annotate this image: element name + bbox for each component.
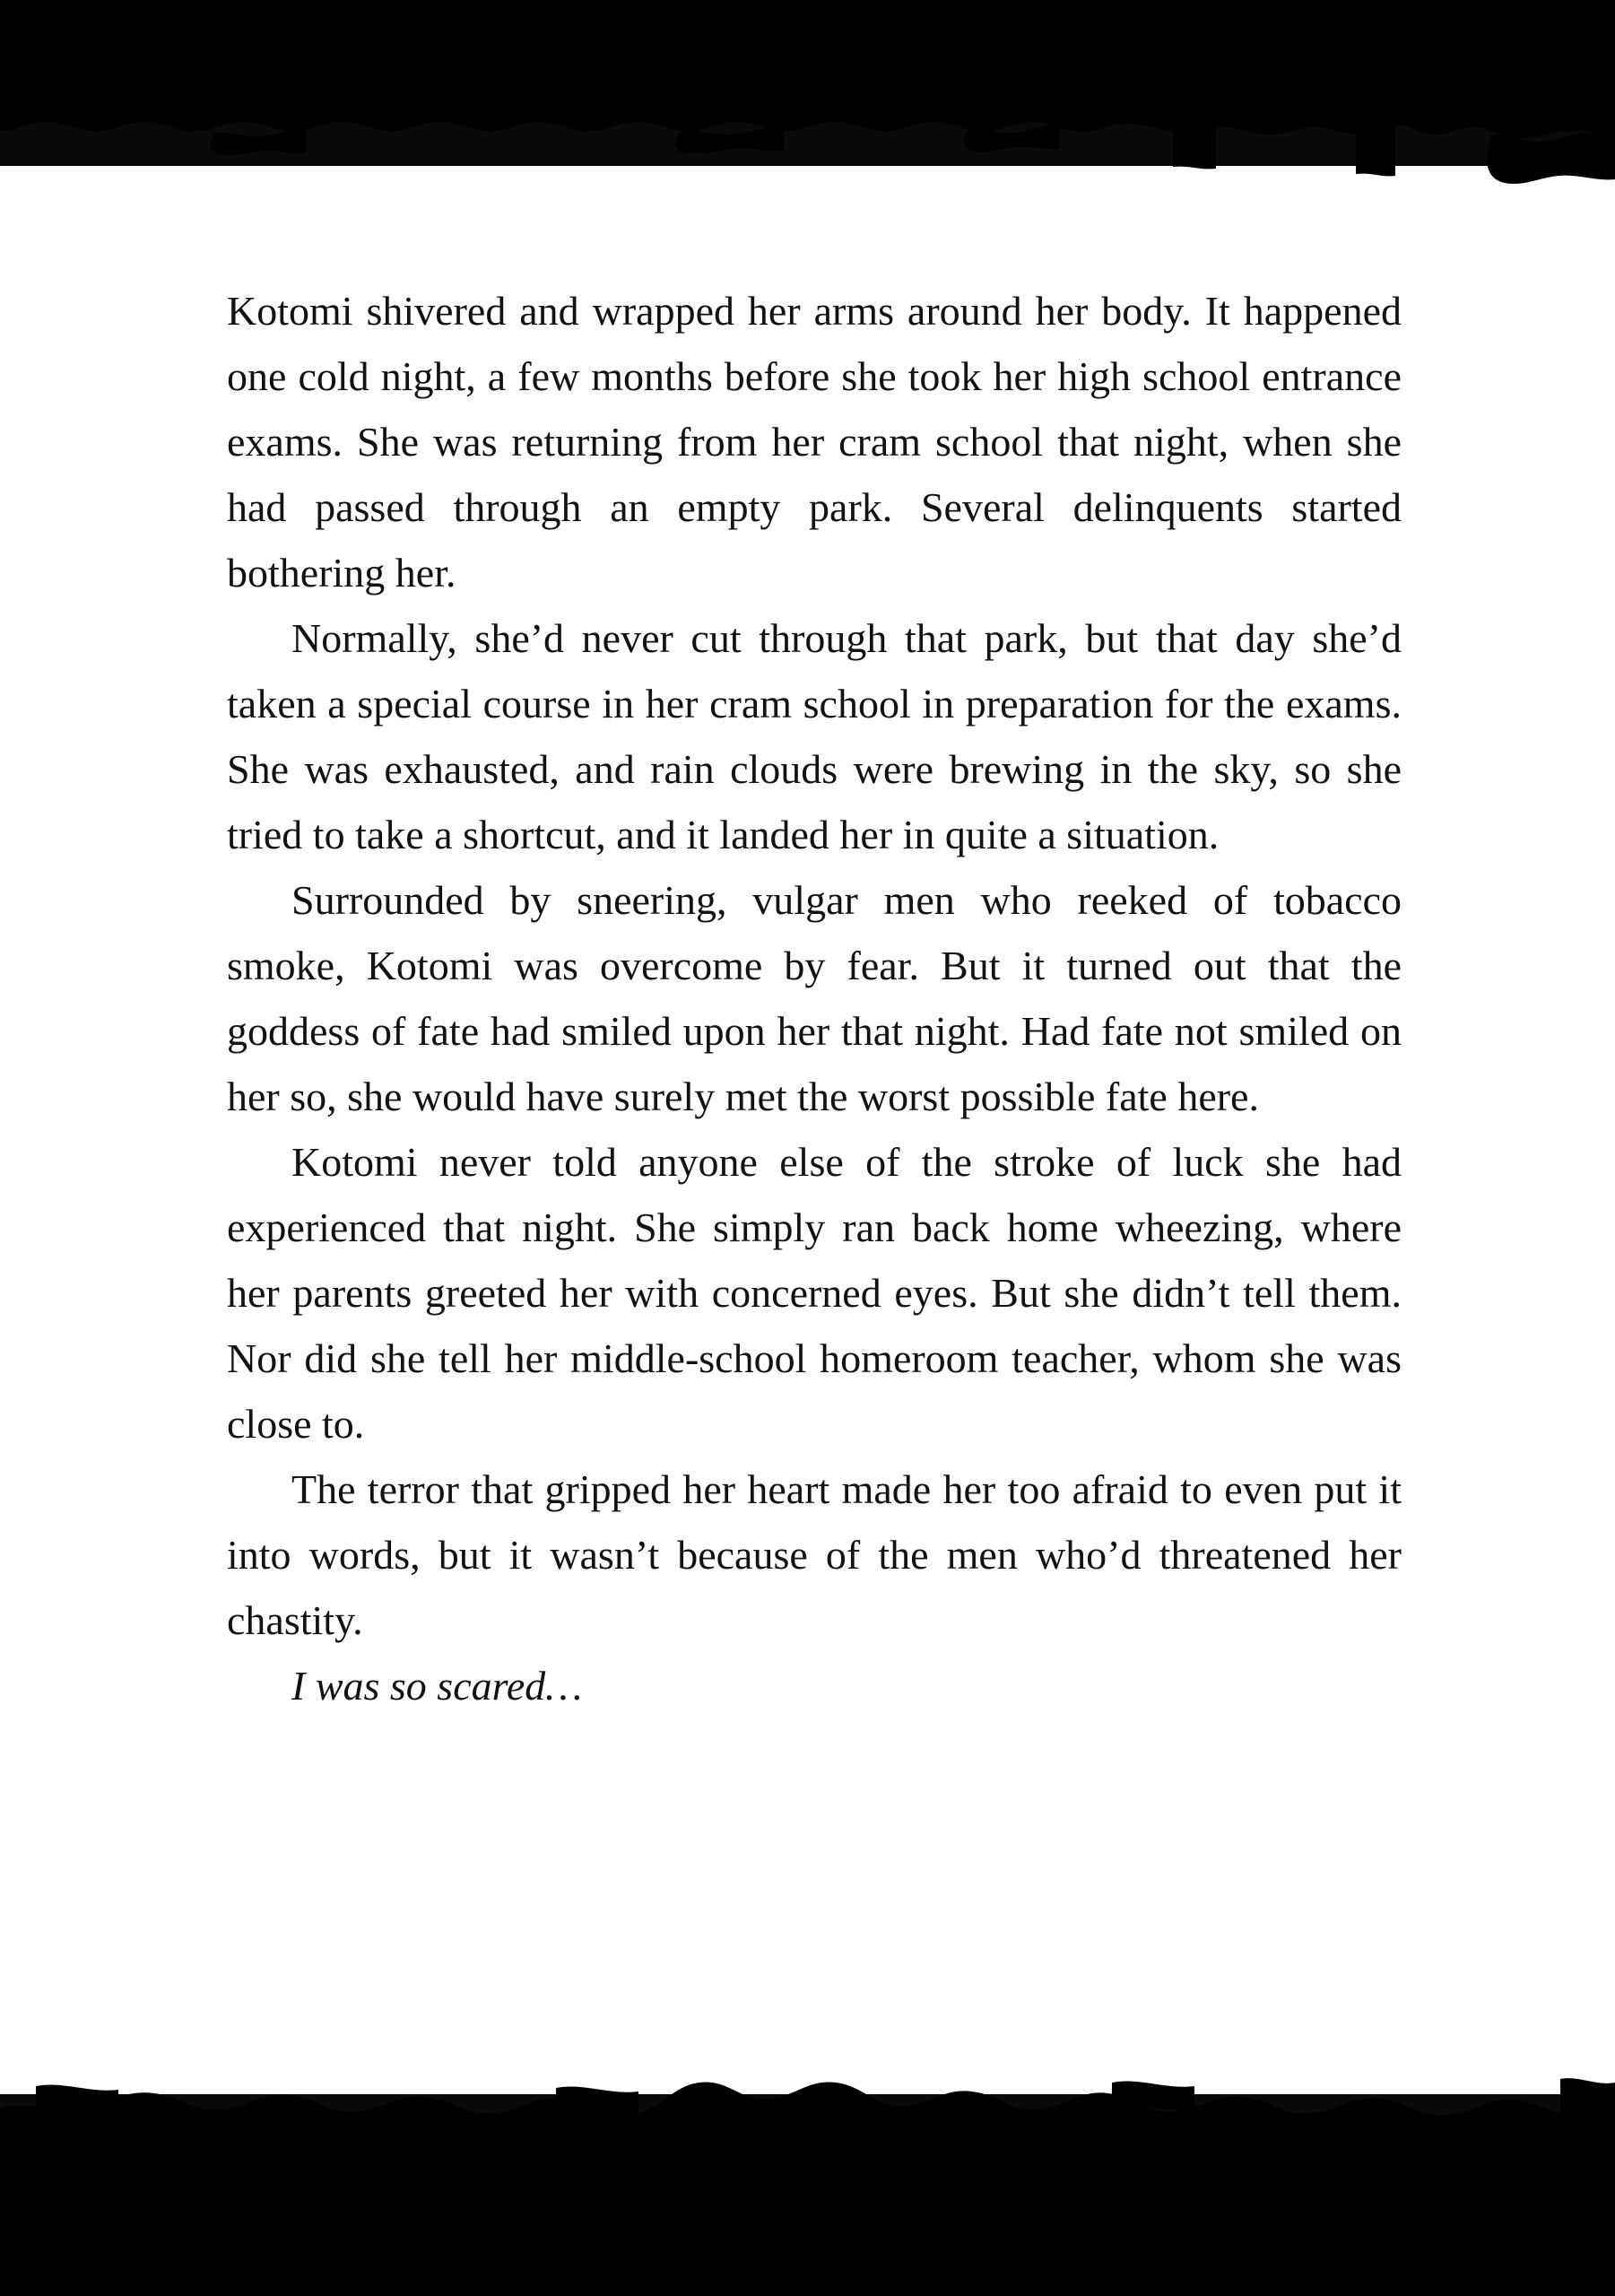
paragraph: Normally, she’d never cut through that park, but that day she’d taken a special course in her cram school in preparation for the exams. She was exhausted, and rain clouds were brewing in the sky, so she tried to take a shortcut, and it landed her in quite a situation. [227,615,1402,857]
paragraph: Kotomi shivered and wrapped her arms around her body. It happened one cold night, a few months before she took her high school entrance exams. She was returning from her cram school that night, when she had passed through an empty park. Several delinquents started bothering her. [227,288,1402,596]
page-body-text [227,278,1402,1718]
paragraph: Kotomi never told anyone else of the stroke of luck she had experienced that night. She simply ran back home wheezing, where her parents greeted her with concerned eyes. But she didn’t tell them. Nor did she tell her middle-school homeroom teacher, whom she was close to. [227,1139,1402,1447]
paragraph-italic: I was so scared… [291,1663,583,1709]
paragraph: The terror that gripped her heart made her too afraid to even put it into words, but it wasn’t because of the men who’d threatened her chastity. [227,1466,1402,1643]
paragraph: Surrounded by sneering, vulgar men who reeked of tobacco smoke, Kotomi was overcome by fear. But it turned out that the goddess of fate had smiled upon her that night. Had fate not smiled on her so, she would have surely met the worst possible fate here. [227,877,1402,1119]
